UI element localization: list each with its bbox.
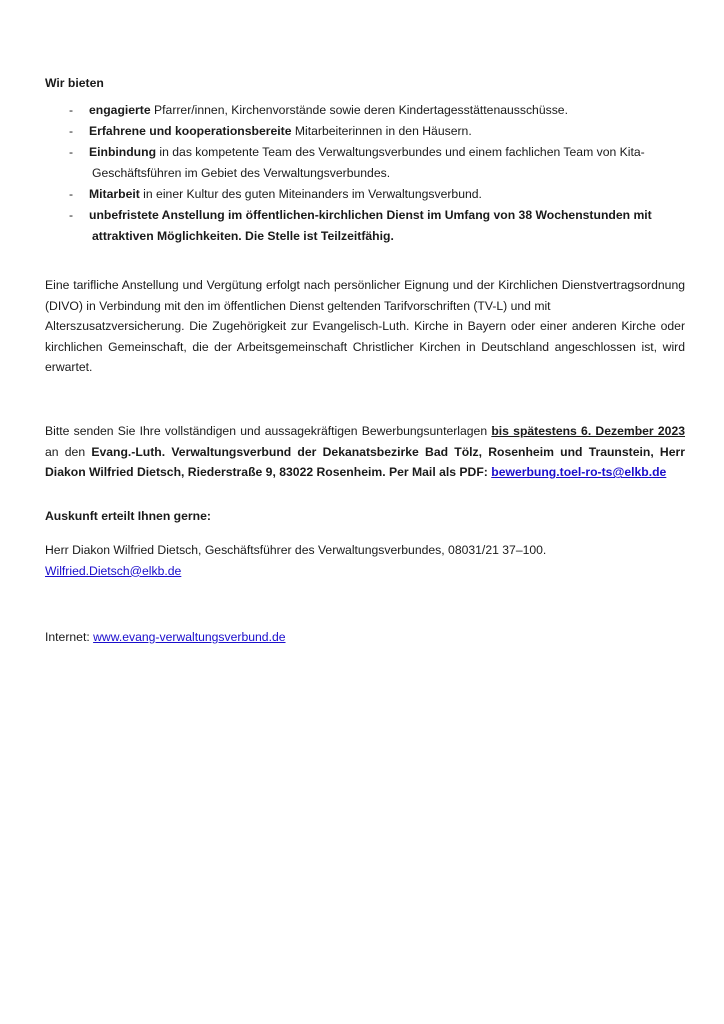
application-text: an den [45, 444, 92, 459]
offer-list [45, 100, 685, 247]
terms-line: Eine tarifliche Anstellung und Vergütung erfolgt nach persönlicher Eignung und der Kirchlichen Dienstvertragsordnung [45, 278, 685, 292]
item-text: Mitarbeiterinnen in den Häusern. [291, 124, 472, 138]
item-continuation: attraktiven Möglichkeiten. Die Stelle ist Teilzeitfähig. [92, 229, 394, 243]
contact-email-link[interactable]: Wilfried.Dietsch@elkb.de [45, 563, 182, 578]
item-bold: Erfahrene und kooperationsbereite [89, 124, 292, 138]
employer-address: Diakon Wilfried Dietsch, Riederstraße 9, 83022 Rosenheim. Per Mail als PDF: [45, 465, 492, 480]
item-bold: Mitarbeit [89, 187, 140, 201]
employer-address: Evang.-Luth. Verwaltungsverbund der Dekanatsbezirke Bad Tölz, Rosenheim und Traunstein, Herr [91, 444, 685, 459]
contact-heading: Auskunft erteilt Ihnen gerne: [45, 509, 211, 523]
list-item: - unbefristete Anstellung im öffentlichen-kirchlichen Dienst im Umfang von 38 Wochenstunden mit attraktiven Möglichkeiten. Die Stelle ist Teilzeitfähig. [45, 205, 685, 247]
list-item: - engagierte Pfarrer/innen, Kirchenvorstände sowie deren Kindertagesstättenausschüsse. [69, 103, 568, 117]
item-bold: unbefristete Anstellung im öffentlichen-kirchlichen Dienst im Umfang von 38 Wochenstunden mit [89, 208, 652, 222]
contact-line: Herr Diakon Wilfried Dietsch, Geschäftsführer des Verwaltungsverbundes, 08031/21 37–100. [45, 543, 547, 557]
application-email-link[interactable]: bewerbung.toel-ro-ts@elkb.de [491, 465, 667, 480]
list-item: - Mitarbeit in einer Kultur des guten Miteinanders im Verwaltungsverbund. [69, 187, 482, 201]
terms-line: (DIVO) in Verbindung mit den im öffentlichen Dienst geltenden Tarifvorschriften (TV-L) und mit [45, 298, 551, 313]
terms-paragraph [45, 275, 685, 378]
item-text: Pfarrer/innen, Kirchenvorstände sowie deren Kindertagesstättenausschüsse. [150, 103, 568, 117]
internet-line [45, 627, 685, 648]
list-item: - Einbindung in das kompetente Team des Verwaltungsverbundes und einem fachlichen Team von Kita- Geschäftsführen im Gebiet des Verwaltungsverbundes. [45, 142, 685, 184]
item-bold: engagierte [89, 103, 151, 117]
offer-heading: Wir bieten [45, 76, 104, 90]
terms-line: kirchlichen Gemeinschaft, die der Arbeitsgemeinschaft Christlicher Kirchen in Deutschland angeschlossen ist, wird [45, 339, 685, 354]
application-text: Bitte senden Sie Ihre vollständigen und aussagekräftigen Bewerbungsunterlagen [45, 424, 492, 438]
terms-line: Alterszusatzversicherung. Die Zugehörigkeit zur Evangelisch-Luth. Kirche in Bayern oder einer anderen Kirche oder [45, 319, 685, 334]
deadline: bis spätestens 6. Dezember 2023 [491, 424, 686, 438]
internet-label: Internet: [45, 630, 94, 644]
item-bold: Einbindung [89, 145, 157, 159]
item-text: in das kompetente Team des Verwaltungsverbundes und einem fachlichen Team von Kita- [156, 145, 645, 159]
item-text: in einer Kultur des guten Miteinanders im Verwaltungsverbund. [139, 187, 482, 201]
list-item: - Erfahrene und kooperationsbereite Mitarbeiterinnen in den Häusern. [69, 124, 472, 138]
terms-line: erwartet. [45, 360, 93, 375]
contact-block [45, 540, 685, 581]
website-link[interactable]: www.evang-verwaltungsverbund.de [93, 630, 286, 644]
application-paragraph [45, 421, 685, 483]
item-continuation: Geschäftsführen im Gebiet des Verwaltungsverbundes. [92, 166, 391, 180]
